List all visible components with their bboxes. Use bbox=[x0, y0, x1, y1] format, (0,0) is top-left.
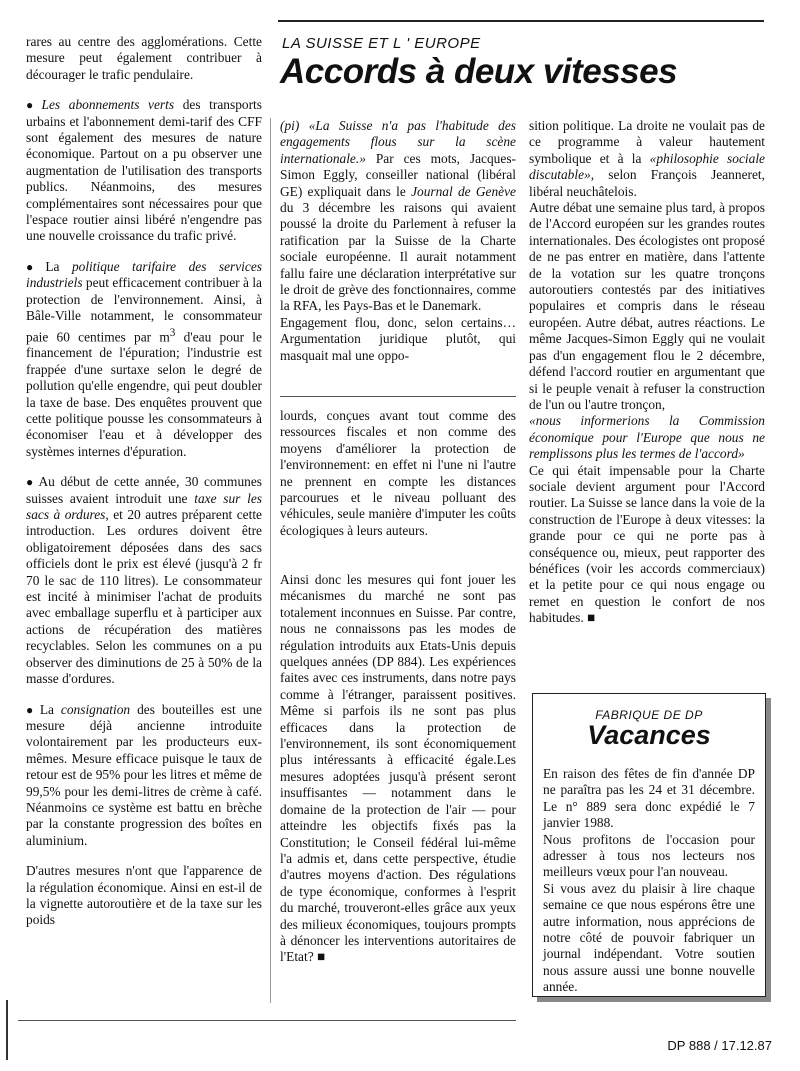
article-autre-debat: Autre débat une semaine plus tard, à propos de l'Accord européen sur les grandes routes internationales. Des écologistes ont proposé de ne pas entrer en matière, dans l'attente de la votation sur les quatre tronçons autoroutiers contestés par des initiatives populaires et compris dans le réseau européen. Autre débat, autres réactions. Le même Jacques-Simon Eggly qui ne voulait pas d'un engagement flou le 2 décembre, défend l'accord routier en argumentant que si le peuple venait à refuser la construction de l'un ou l'autre tronçon, bbox=[529, 200, 765, 412]
article-block-1 bbox=[280, 118, 516, 364]
end-mark-icon: ■ bbox=[587, 610, 596, 626]
end-mark-icon: ■ bbox=[317, 949, 326, 965]
col2-paragraph-lourds: lourds, conçues avant tout comme des ressources fiscales et non comme des moyens d'améliorer la protection de l'environnement: en effet ni l'une ni l'autre ne prennent en compte les distances parcourues et le niveau polluant des véhicules, seule manière d'imputer les coûts écologiques à leurs auteurs. bbox=[280, 408, 516, 538]
box-title: Vacances bbox=[587, 720, 711, 750]
col2-block-1 bbox=[280, 408, 516, 539]
box-paragraph-3: Si vous avez du plaisir à lire chaque semaine ce que nous espérons être une autre information, nous apprécions de notre côté de pouvoir fabriquer un journal indépendant. Votre soutien nous assure aussi une bonne nouvelle année. bbox=[543, 880, 755, 995]
bullet-icon: ● bbox=[26, 702, 37, 717]
mid-rule bbox=[280, 396, 516, 397]
article-title: Accords à deux vitesses bbox=[280, 52, 678, 91]
article-block-2 bbox=[529, 118, 765, 627]
col1-paragraph-1: rares au centre des agglomérations. Cette mesure peut également contribuer à décourager le trafic pendulaire. bbox=[26, 34, 262, 82]
box-paragraph-1: En raison des fêtes de fin d'année DP ne paraîtra pas les 24 et 31 décembre. Le n° 889 sera donc expédié le 7 janvier 1988. bbox=[543, 766, 755, 831]
article-engagement: Engagement flou, donc, selon certains… Argumentation juridique plutôt, qui masquait mal une oppo- bbox=[280, 314, 516, 363]
col1-paragraph-politique-tarifaire: ● La politique tarifaire des services industriels peut efficacement contribuer à la protection de l'environnement. Ainsi, à Bâle-Ville notamment, le consommateur paie 60 centimes par $m^3$ d'eau pour le financement de l'épuration; l'industrie est frappée d'une surtaxe selon le degré de pollution qu'elle engendre, qui peut doubler la taxe de base. Des enquêtes prouvent que cette politique pousse les consommateurs à économiser l'eau et à développer des systèmes internes d'épuration. bbox=[26, 258, 262, 459]
bottom-rule bbox=[18, 1020, 516, 1021]
article-kicker: LA SUISSE ET L ' EUROPE bbox=[282, 35, 481, 52]
bullet-icon: ● bbox=[26, 259, 43, 274]
column-1 bbox=[26, 34, 262, 929]
bullet-icon: ● bbox=[26, 475, 36, 490]
col1-paragraph-consignation: ● La consignation des bouteilles est une mesure déjà ancienne introduite volontairement par les producteurs eux-mêmes. Mesure efficace puisque le taux de retour est de 95% pour les litres et même de 99,5% pour les demi-litres de crème à café. Néanmoins ce système est battu en brèche par la constante progression des boîtes en aluminium. bbox=[26, 701, 263, 848]
article-quote-commission: «nous informerions la Commission économique pour l'Europe que nous ne remplissons plus les termes de l'accord» bbox=[529, 413, 765, 462]
col1-paragraph-abonnements: ● Les abonnements verts des transports urbains et l'abonnement demi-tarif des CFF sont également des mesures de nature économique. Partout on a pu observer une augmentation de l'utilisation des transports publics. Néanmoins, des mesures complémentaires sont nécessaires pour que l'espace routier ainsi libéré n'engendre pas une nouvelle croissance du trafic privé. bbox=[26, 97, 262, 244]
corner-mark-left bbox=[6, 1000, 8, 1060]
col2-block-2 bbox=[280, 572, 516, 966]
col2-paragraph-ainsi: Ainsi donc les mesures qui font jouer les mécanismes du marché ne sont pas totalement inconnues en Suisse. Par contre, nous ne connaissons pas les modes de régulation introduits aux Etats-Unis depuis quelques années (DP 884). Les expériences faites avec ces instruments, dans notre pays comme à l'étranger, paraissent positives. Même si parfois ils ne sont pas plus efficaces dans la protection de l'environnement, ils sont économiquement plus intéressants à efficacité égale.Les mesures adoptées jusqu'à présent seront insuffisantes — notamment dans le domaine de la protection de l'air — pour atteindre les objectifs fixés pas la Constitution; le Conseil fédéral lui-même l'a admis et, dans cette perspective, étudie d'autres moyens d'action. Des régulations de type économique, conformes à l'esprit du marché, trouveront-elles grâce aux yeux des milieux économiques, toujours prompts à dénoncer les interventions autoritaires de l'Etat? ■ bbox=[280, 572, 516, 965]
box-text bbox=[543, 766, 755, 996]
bullet-icon: ● bbox=[26, 98, 39, 113]
top-rule bbox=[278, 20, 764, 22]
vacances-box bbox=[532, 693, 766, 997]
article-opposition: sition politique. La droite ne voulait pas de ce programme à valeur hautement symbolique et à la «philosophie sociale discutable», selon François Jeanneret, libéral neuchâtelois. bbox=[529, 118, 765, 199]
issue-footer: DP 888 / 17.12.87 bbox=[667, 1038, 772, 1053]
col1-paragraph-vignette: D'autres mesures n'ont que l'apparence de la régulation économique. Ainsi en est-il de la vignette autoroutière et de la taxe sur les poids bbox=[26, 863, 262, 928]
column-rule-left bbox=[270, 118, 271, 1003]
box-paragraph-2: Nous profitons de l'occasion pour adresser à tous nos lecteurs nos meilleurs vœux pour l'an nouveau. bbox=[543, 831, 755, 880]
article-intro: (pi) «La Suisse n'a pas l'habitude des engagements flous sur la scène internationale.» Par ces mots, Jacques-Simon Eggly, conseiller national (libéral GE) expliquait dans le Journal de Genève du 3 décembre les raisons qui avaient poussé la droite du Parlement à refuser la ratification par la Suisse de la Charte sociale européenne. Il aurait notamment fallu faire une déclaration interprétative sur le droit de grève des fonctionnaires, comme la RFA, les Pays-Bas et le Danemark. bbox=[280, 118, 516, 314]
article-conclusion: Ce qui était impensable pour la Charte sociale devient argument pour l'Accord routier. La Suisse se lance dans la voie de la construction de l'Europe à deux vitesses: la grande pour ce qui ne porte pas à conséquence ou, mieux, peut rapporter des bénéfices (voir les accords commerciaux) et la petite pour ce qui nous engage ou remet en question le confort de nos habitudes. ■ bbox=[529, 462, 765, 626]
col1-paragraph-taxe-sacs: ● Au début de cette année, 30 communes suisses avaient introduit une taxe sur les sacs à ordures, et 20 autres préparent cette introduction. Les ordures doivent être obligatoirement déposées dans des sacs officiels dont le prix est élevé (jusqu'à 2 fr 70 le sac de 110 litres). Le consommateur est incité à minimiser l'achat de produits avec emballage superflu et à participer aux actions de récupération des matières recyclables. Selon les communes on a pu observer des diminutions de 25 à 50% de la masse d'ordures. bbox=[26, 474, 263, 687]
box-kicker: FABRIQUE DE DP bbox=[595, 708, 703, 722]
